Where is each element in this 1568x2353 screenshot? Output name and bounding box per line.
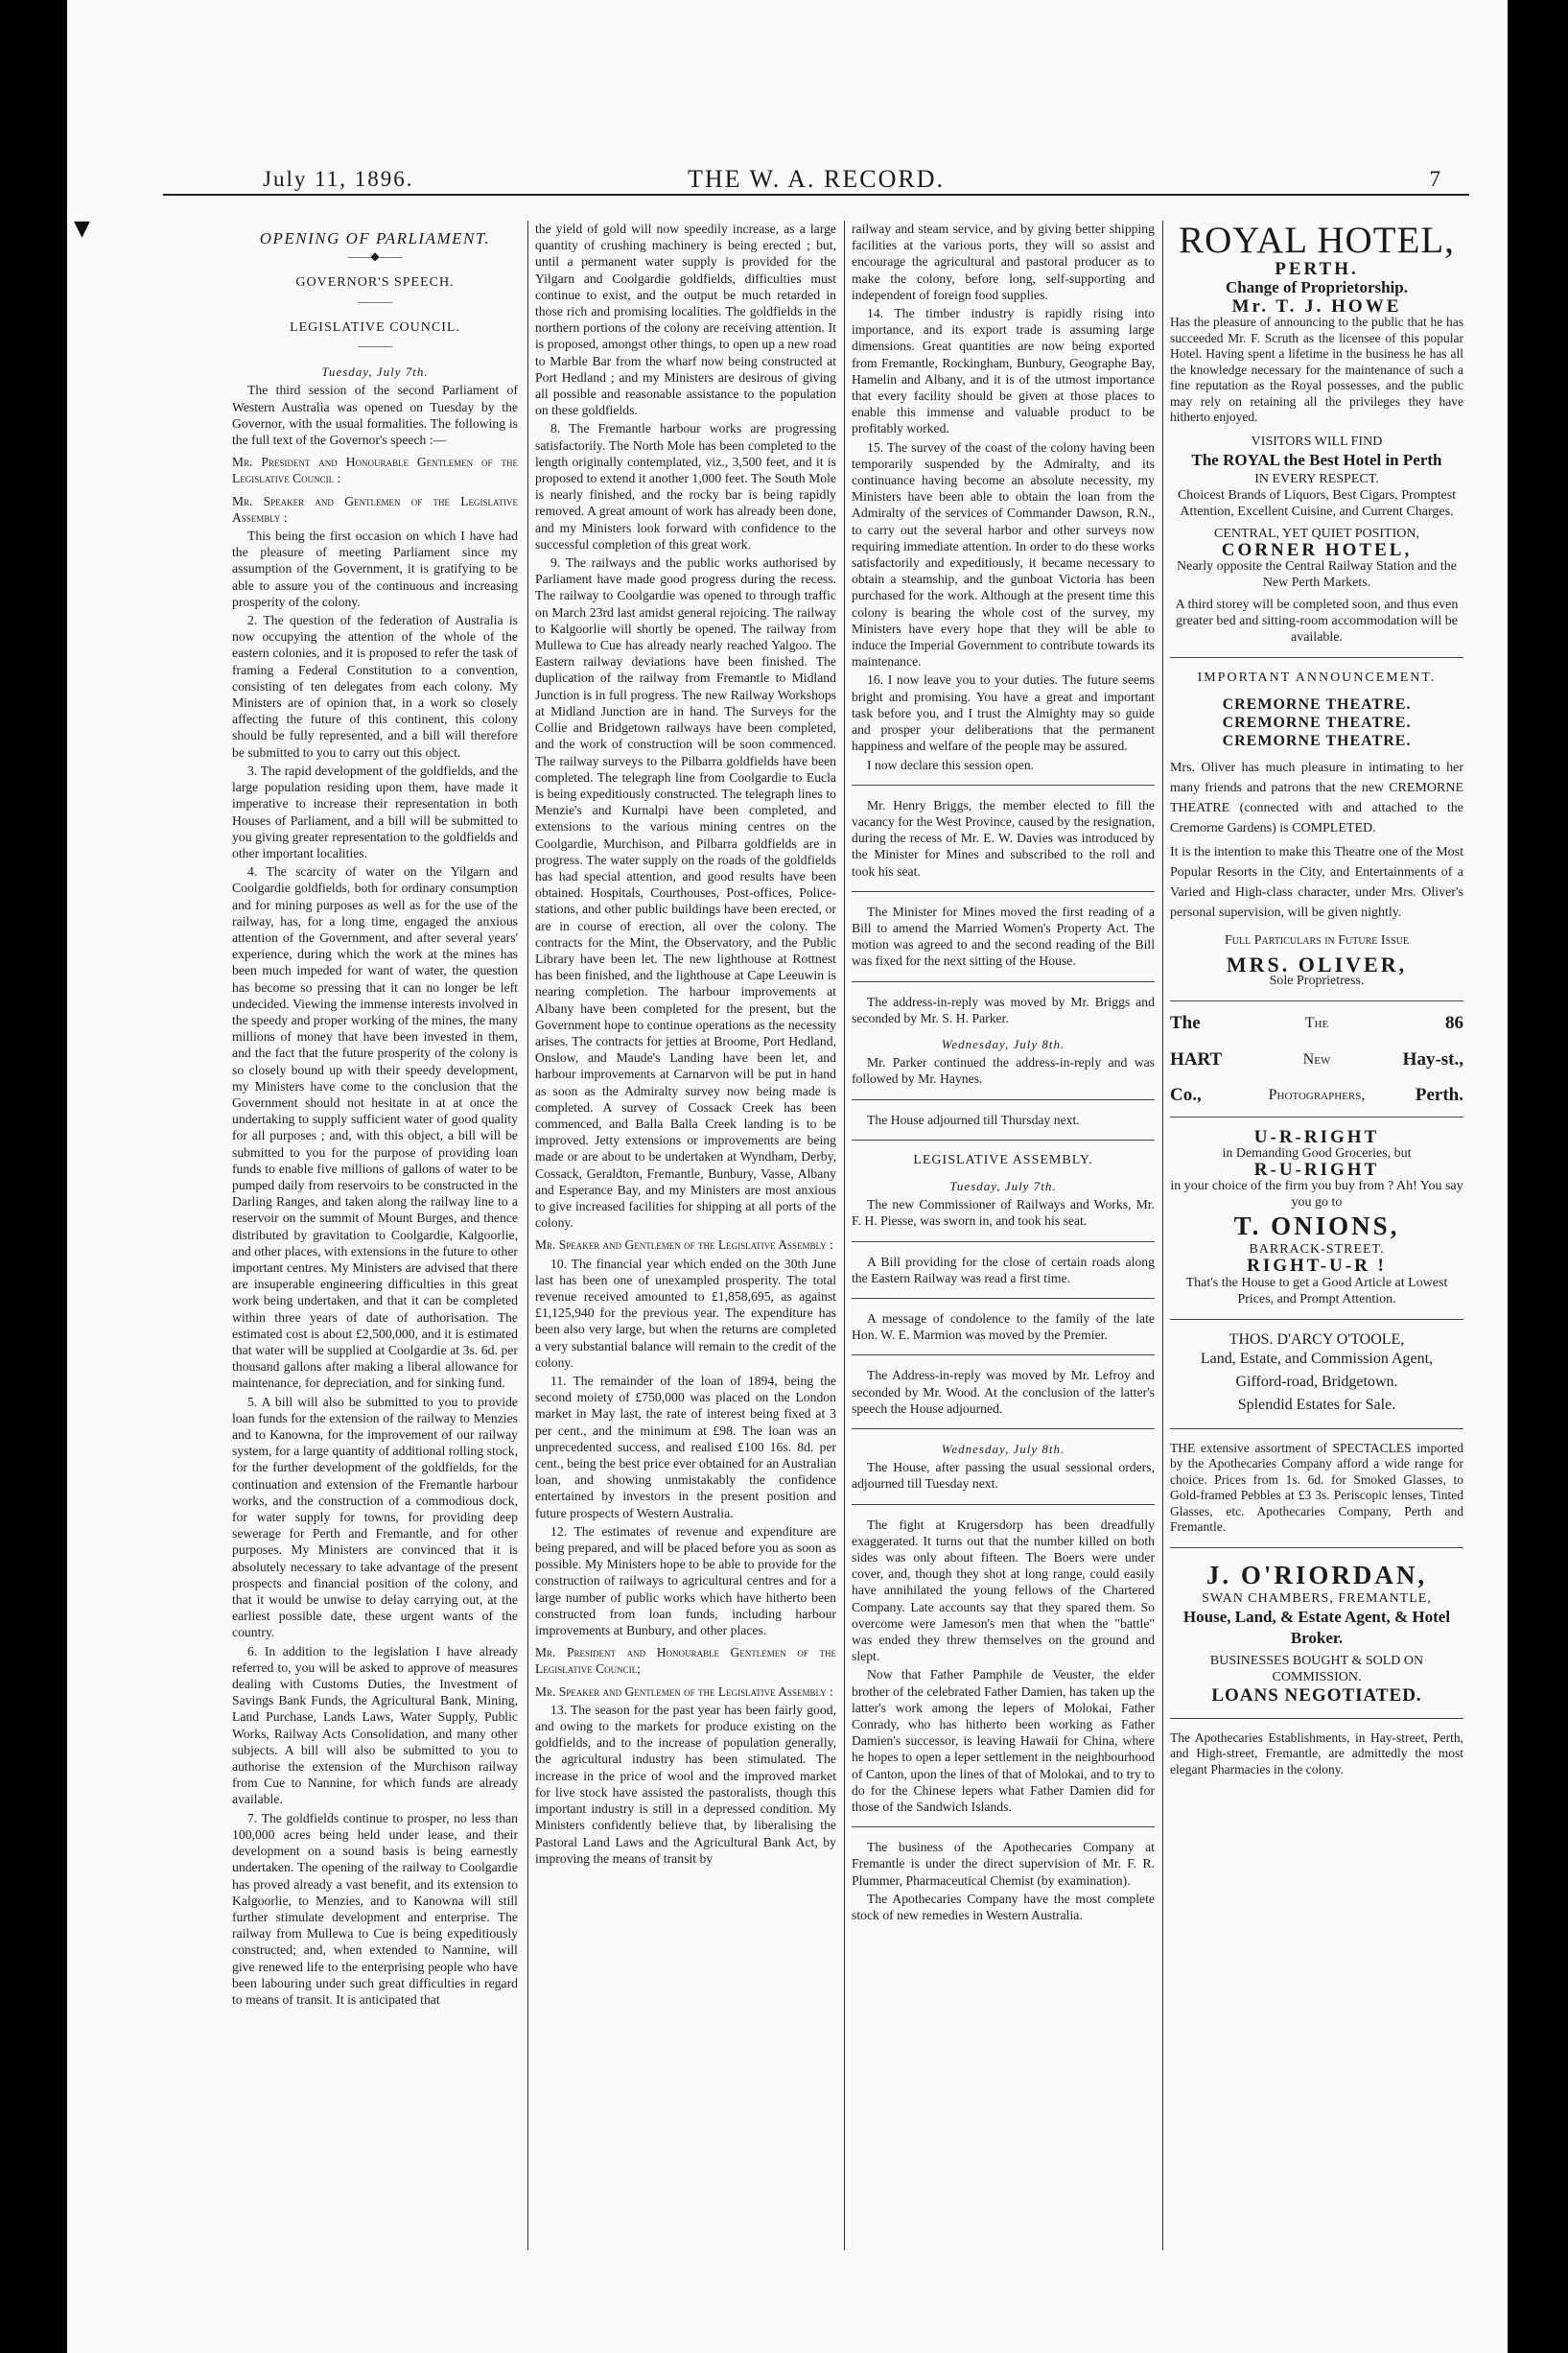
section-heading: LEGISLATIVE COUNCIL. bbox=[290, 319, 460, 335]
royal-hotel-city: PERTH. bbox=[1275, 259, 1359, 279]
divider bbox=[852, 785, 1155, 786]
apothecaries-estabs: The Apothecaries Establishments, in Hay-street, Perth, and High-street, Fremantle, are admittedly the most elegant Pharmacies in the colony. bbox=[1170, 1729, 1463, 1777]
margin-mark: ▼ bbox=[74, 217, 90, 241]
paragraph: The House, after passing the usual sessional orders, adjourned till Tuesday next. bbox=[852, 1460, 1155, 1492]
divider bbox=[852, 1354, 1155, 1355]
hart-cell: The bbox=[1304, 1015, 1329, 1032]
paragraph: The Apothecaries Company have the most complete stock of new remedies in Western Australia. bbox=[852, 1891, 1155, 1923]
divider bbox=[852, 1504, 1155, 1505]
divider bbox=[852, 891, 1155, 892]
ornament: ——— bbox=[358, 339, 392, 353]
corner-storey: A third storey will be completed soon, and thus even greater bed and sitting-room accommodation will be available. bbox=[1175, 598, 1459, 646]
sitting-date: Tuesday, July 7th. bbox=[321, 365, 429, 380]
paragraph: 16. I now leave you to your duties. The future seems bright and promising. You have a great and important task before you, and I trust the Almighty may so guide and prosper your deliberations that the permanent happiness and welfare of the people may be assured. bbox=[852, 672, 1155, 754]
hart-cell: Photographers, bbox=[1268, 1086, 1366, 1103]
otoole-splendid: Splendid Estates for Sale. bbox=[1237, 1396, 1396, 1413]
paragraph: 14. The timber industry is rapidly rising into importance, and its export trade is assuming large dimensions. Great quantities are now being exported from Fremantle, Rockingham, Bunbury, Geographe Bay, Hamelin and Albany, and it is of the utmost importance that every facility should be given at those places to enable this immense and valuable product to be profitably worked. bbox=[852, 306, 1155, 436]
royal-every: IN EVERY RESPECT. bbox=[1254, 471, 1379, 486]
royal-hotel-change: Change of Proprietorship. bbox=[1226, 278, 1408, 297]
address-line: Mr. President and Honourable Gentlemen of the Legislative Council : bbox=[232, 455, 518, 486]
paragraph: 2. The question of the federation of Australia is now occupying the attention of the whole of the eastern colonies, and it is proposed to refer the task of framing a Federal Constitution to a convention, consisting of ten delegates from each colony. My Ministers are of opinion that, in a work so closely affecting the future of this continent, this colony should be fully represented, and a bill will therefore be submitted to you to carry out this object. bbox=[232, 613, 518, 760]
divider bbox=[1170, 1319, 1463, 1320]
paragraph: 9. The railways and the public works authorised by Parliament have made good progress during the recess. The railway to Coolgardie was opened to through traffic on March 23rd last amidst general rejoicing. The railway to Kalgoorlie will shortly be opened. The railway from Mullewa to Cue has already nearly reached Yalgoo. The Eastern railway deviations have been finished. The duplication of the railway from Fremantle to Midland Junction is in full progress. The new Railway Workshops at Midland Junction are in hand. The Surveys for the Collie and Bridgetown railways have been completed, and the work of construction will be soon commenced. The railway surveys to the Pilbarra goldfields have been completed. The telegraph line from Coolgardie to Eucla is being expeditiously constructed. The telegraph lines to Menzie's and Kurnalpi have been completed, and extensions to the various mining centres on the Coolgardie, Murchison, and Pilbarra goldfields are in progress. The water supply on the roads of the goldfields has had special attention, and good results have been obtained. Hospitals, Courthouses, Post-offices, Police-stations, and other public buildings have been erected, or are in course of erection, all over the colony. The contracts for the Mint, the Observatory, and the Public Library have been let. The new lighthouse at Rottnest has been finished, and the lighthouse at Cape Leeuwin is nearing completion. The harbour improvements at Albany have been completed for the present, but the Government hope to continue operations as the necessity arises. The contracts for jetties at Broome, Port Hedland, Onslow, and Maude's Landing have been let, and harbour improvements at Carnarvon will be put in hand as soon as the Admiralty survey now being made is completed. A survey of Cossack Creek has been commenced, and Balla Balla Creek landing is to be improved. Jetty extensions or improvements are being made or are about to be undertaken at Wyndham, Derby, Cossack, Geraldton, Fremantle, Bunbury, Vasse, Albany and Esperance Bay, and my Ministers are most anxious to give increased facilities for shipping at all ports of the colony. bbox=[535, 555, 836, 1231]
divider bbox=[1170, 1117, 1463, 1118]
column-3 bbox=[852, 221, 1155, 2250]
paragraph: The Minister for Mines moved the first reading of a Bill to amend the Married Women's Property Act. The motion was agreed to and the second reading of the Bill was fixed for the next sitting of the House. bbox=[852, 904, 1155, 969]
column-1 bbox=[232, 221, 518, 2250]
paragraph: 5. A bill will also be submitted to you to provide loan funds for the extension of the railway to Menzies and to Kanowna, for the improvement of our railway system, for a large quantity of additional rolling stock, for the further development of the goldfields, for the continuation and extension of the Fremantle harbour works, and the construction of a commodious dock, for water supply for towns, for providing deep sewerage for Perth and Fremantle, and for other purposes. My Ministers are convinced that it is absolutely necessary to take advantage of the present prospects and financial position of the colony, and that it would be unwise to delay carrying out, at the earliest possible date, these urgent wants of the country. bbox=[232, 1394, 518, 1640]
newspaper-page bbox=[163, 161, 1469, 2252]
paragraph: 10. The financial year which ended on the 30th June last has been one of unexampled prosperity. The total revenue received amounted to £1,858,695, as against £1,125,940 for the previous year. The expenditure has been also very large, but when the returns are completed a very substantial balance will remain to the credit of the colony. bbox=[535, 1256, 836, 1370]
paragraph: railway and steam service, and by giving better shipping facilities at the various ports, they will so assist and encourage the agricultural and pastoral producer as to make the colony, before long, self-supporting and independent of foreign food supplies. bbox=[852, 222, 1155, 302]
ornament: ——◆—— bbox=[347, 249, 403, 264]
paragraph: A message of condolence to the family of the late Hon. W. E. Marmion was moved by the Premier. bbox=[852, 1310, 1155, 1343]
paragraph: The address-in-reply was moved by Mr. Briggs and seconded by Mr. S. H. Parker. bbox=[852, 994, 1155, 1025]
address-line: Mr. Speaker and Gentlemen of the Legislative Assembly : bbox=[535, 1683, 833, 1699]
corner-opposite: Nearly opposite the Central Railway Station and the New Perth Markets. bbox=[1177, 559, 1457, 591]
paragraph: 13. The season for the past year has been fairly good, and owing to the markets for produce existing on the goldfields, and to the increase of population generally, the agricultural industry has been stimulated. The increase in the price of wool and the improved market for live stock have assisted the pastoralists, though this important industry is still in a depressed condition. My Ministers confidently believe that, by liberalising the Pastoral Land Laws and the Agricultural Bank Act, by improving the means of transit by bbox=[535, 1702, 836, 1866]
paragraph: This being the first occasion on which I have had the pleasure of meeting Parliament since my assumption of the Government, it is gratifying to be able to assure you of the continuous and increasing prosperity of the colony. bbox=[232, 529, 518, 609]
divider bbox=[852, 981, 1155, 982]
thats-house: That's the House to get a Good Article at Lowest Prices, and Prompt Attention. bbox=[1185, 1275, 1448, 1306]
column-rule bbox=[527, 221, 528, 2250]
address-line: Mr. Speaker and Gentlemen of the Legislative Assembly : bbox=[535, 1237, 833, 1253]
page-number: 7 bbox=[1429, 167, 1440, 191]
paragraph: 6. In addition to the legislation I have already referred to, you will be asked to approve of measures dealing with Customs Duties, the Investment of Savings Bank Funds, the Agricultural Bank, Mining, Land Purchase, Lands Laws, Water Supply, Public Works, Railway Acts Consolidation, and many other subjects. A bill will also be submitted to you to authorise the extension of the Murchison railway from Cue to Nannine, for which funds are already available. bbox=[232, 1643, 518, 1807]
divider bbox=[1170, 1000, 1463, 1001]
paragraph: A Bill providing for the close of certain roads along the Eastern Railway was read a first time. bbox=[852, 1254, 1155, 1285]
masthead bbox=[163, 161, 1469, 196]
demanding: in Demanding Good Groceries, but bbox=[1222, 1146, 1412, 1162]
divider bbox=[852, 1428, 1155, 1429]
businesses: BUSINESSES BOUGHT & SOLD ON COMMISSION. bbox=[1209, 1653, 1424, 1684]
oliver-text: Mrs. Oliver has much pleasure in intimating to her many friends and patrons that the new CREMORNE THEATRE (connected with and attached to the Cremorne Gardens) is COMPLETED. bbox=[1170, 761, 1463, 836]
right-u-r: RIGHT-U-R ! bbox=[1247, 1256, 1387, 1277]
otoole-gifford: Gifford-road, Bridgetown. bbox=[1235, 1373, 1398, 1390]
column-2 bbox=[535, 221, 836, 2250]
article-heading: OPENING OF PARLIAMENT. bbox=[259, 229, 491, 247]
paragraph: the yield of gold will now speedily increase, as a large quantity of crushing machinery is being erected ; but, until a permanent water supply is provided for the Yilgarn and Coolgardie goldfields, difficulties must continue to exist, and the output be much retarded in those rich and promising localities. The goldfields in the northern portions of the colony are receiving attention. It is proposed, amongst other things, to open up a new road to Marble Bar from the wharf now being constructed at Port Hedland ; and my Ministers are desirous of giving all possible and reasonable assistance to the population on these goldfields. bbox=[535, 222, 836, 418]
paragraph: The business of the Apothecaries Company at Fremantle is under the direct supervision of Mr. F. R. Plummer, Pharmaceutical Chemist (by examination). bbox=[852, 1840, 1155, 1888]
paper-title: THE W. A. RECORD. bbox=[687, 165, 946, 193]
sitting-date: Wednesday, July 8th. bbox=[941, 1036, 1065, 1051]
divider bbox=[852, 1099, 1155, 1100]
section-heading: LEGISLATIVE ASSEMBLY. bbox=[913, 1152, 1093, 1167]
swan-chambers: SWAN CHAMBERS, FREMANTLE, bbox=[1202, 1590, 1432, 1606]
choice: in your choice of the firm you buy from ? Ah! You say you go to bbox=[1170, 1179, 1463, 1211]
hart-cell: HART bbox=[1170, 1048, 1223, 1070]
paragraph: 15. The survey of the coast of the colony having been temporarily suspended by the Admiralty, and its continuance having become an absolute necessity, my Ministers have been able to obtain the loan from the Admiralty of the services of Commander Dawson, R.N., to carry out the several harbor and other surveys now requiring immediate attention. In order to do these works satisfactorily and expeditiously, it became necessary to obtain a steamship, and the gunboat Victoria has been purchased for the work. Although at the present time this colony is bearing the whole cost of the survey, my Ministers have every hope that they will be able to induce the Imperial Government to contribute towards its maintenance. bbox=[852, 439, 1155, 670]
full-particulars: Full Particulars in Future Issue bbox=[1225, 933, 1409, 949]
divider bbox=[1170, 657, 1463, 658]
divider bbox=[852, 1241, 1155, 1242]
column-rule bbox=[844, 221, 845, 2250]
barrack-street: BARRACK-STREET. bbox=[1249, 1242, 1385, 1258]
oriordan-house: House, Land, & Estate Agent, & Hotel Broker. bbox=[1182, 1607, 1451, 1647]
oliver-title: Sole Proprietress. bbox=[1269, 974, 1365, 989]
important-announcement: IMPORTANT ANNOUNCEMENT. bbox=[1197, 671, 1437, 686]
oriordan-name: J. O'RIORDAN, bbox=[1205, 1560, 1428, 1589]
otoole-land: Land, Estate, and Commission Agent, bbox=[1200, 1350, 1434, 1367]
divider bbox=[1170, 1718, 1463, 1719]
paragraph: 12. The estimates of revenue and expenditure are being prepared, and will be placed before you as soon as possible. My Ministers hope to be able to provide for the construction of railways to agricultural centres and for a large number of public works which have hitherto been constructed from loan funds, including harbour improvements at Bunbury, and other places. bbox=[535, 1523, 836, 1638]
hart-cell: 86 bbox=[1445, 1013, 1463, 1034]
paragraph: The Address-in-reply was moved by Mr. Lefroy and seconded by Mr. Wood. At the conclusion of the latter's speech the House adjourned. bbox=[852, 1368, 1155, 1416]
paragraph: 11. The remainder of the loan of 1894, being the second moiety of £750,000 was placed on the London market in May last, the rate of interest being fixed at 3 per cent., and the minimum at £98. The loan was an unprecedented success, and realised £100 16s. 8d. per cent., being the best price ever obtained for an Australian loan, and showing unmistakably the confidence entertained by investors in the present position and future prospects of Western Australia. bbox=[535, 1374, 836, 1520]
paragraph: 8. The Fremantle harbour works are progressing satisfactorily. The North Mole has been completed to the length originally contemplated, viz., 3,500 feet, and it is proposed to extend it another 1,000 feet. The South Mole is nearly finished, and the rocky bar is being rapidly removed. A great amount of work has already been done, and my Ministers look forward with confidence to the successful completion of this great work. bbox=[535, 421, 836, 552]
hart-cell: The bbox=[1170, 1013, 1201, 1034]
onions-name: T. ONIONS, bbox=[1233, 1212, 1400, 1241]
hart-cell: Hay-st., bbox=[1402, 1048, 1463, 1070]
paragraph: I now declare this session open. bbox=[867, 757, 1035, 772]
sitting-date: Tuesday, July 7th. bbox=[949, 1178, 1057, 1193]
divider bbox=[1170, 1428, 1463, 1429]
divider bbox=[852, 1140, 1155, 1141]
paragraph: The House adjourned till Thursday next. bbox=[867, 1112, 1080, 1127]
paragraph: Mr. Parker continued the address-in-reply and was followed by Mr. Haynes. bbox=[852, 1055, 1155, 1087]
issue-date: July 11, 1896. bbox=[263, 167, 414, 191]
paragraph: 7. The goldfields continue to prosper, no less than 100,000 acres being held under lease, and their development on a sound basis is being earnestly undertaken. The opening of the railway to Coolgardie has proved already a vast benefit, and its extension to Kalgoorlie, to Menzies, and to Kanowna will still further stimulate development and enterprise. The railway from Mullewa to Cue is being expeditiously constructed; and, when extended to Nannine, will give renewed life to the enterprising people who have been labouring under such great difficulties in regard to means of transit. It is anticipated that bbox=[232, 1810, 518, 2007]
hart-cell: Perth. bbox=[1415, 1084, 1463, 1105]
uright-1: U-R-RIGHT bbox=[1253, 1126, 1380, 1147]
hart-cell: New bbox=[1302, 1050, 1331, 1068]
sitting-date: Wednesday, July 8th. bbox=[941, 1441, 1065, 1456]
advertisements-column bbox=[1170, 221, 1463, 2250]
royal-hotel-text: Has the pleasure of announcing to the public that he has succeeded Mr. F. Scruth as the licensee of this popular Hotel. Having spent a lifetime in the business he has all the knowledge necessary for the maintenance of such a fine reputation as the Royal possesses, and the public may rely on retaining all the privileges they have hitherto enjoyed. bbox=[1170, 315, 1463, 425]
paragraph: Now that Father Pamphile de Veuster, the elder brother of the celebrated Father Damien, has taken up the latter's work among the lepers of Molokai, Father Conrady, who has hitherto been working as Father Damien's successor, is leaving Hawaii for China, where he hopes to open a leper settlement in the neighbourhood of Canton, upon the lines of that of Molokai, and to try to do for the Chinese lepers what Father Damien did for those of the Sandwich Islands. bbox=[852, 1667, 1155, 1815]
oliver-intention: It is the intention to make this Theatre one of the Most Popular Resorts in the City, and Entertainments of a Varied and High-class character, under Mrs. Oliver's personal supervision, will be given nightly. bbox=[1170, 845, 1463, 921]
loans-negotiated: LOANS NEGOTIATED. bbox=[1211, 1684, 1422, 1706]
royal-best: The ROYAL the Best Hotel in Perth bbox=[1191, 450, 1442, 469]
royal-hotel-owner: Mr. T. J. HOWE bbox=[1231, 296, 1402, 318]
royal-choicest: Choicest Brands of Liquors, Best Cigars, Promptest Attention, Excellent Cuisine, and Current Charges. bbox=[1177, 487, 1457, 519]
cremorne-theatre: CREMORNE THEATRE. bbox=[1222, 715, 1412, 732]
divider bbox=[852, 1826, 1155, 1827]
address-line: Mr. President and Honourable Gentlemen of the Legislative Council; bbox=[535, 1645, 836, 1677]
address-line: Mr. Speaker and Gentlemen of the Legislative Assembly : bbox=[232, 493, 518, 525]
corner-hotel: CORNER HOTEL, bbox=[1221, 539, 1413, 560]
royal-hotel-title: ROYAL HOTEL, bbox=[1179, 221, 1455, 261]
paragraph: The third session of the second Parliament of Western Australia was opened on Tuesday by the Governor, with the usual formalities. The following is the full text of the Governor's speech :— bbox=[232, 383, 518, 448]
uright-2: R-U-RIGHT bbox=[1253, 1160, 1380, 1181]
paragraph: Mr. Henry Briggs, the member elected to fill the vacancy for the West Province, caused by the resignation, during the recess of Mr. E. W. Davies was introduced by the Minister for Mines and subscribed to the roll and took his seat. bbox=[852, 797, 1155, 879]
paragraph: The fight at Krugersdorp has been dreadfully exaggerated. It turns out that the number killed on both sides was only about fifteen. The Boers were under cover, and, though they shot at long range, could easily have annihilated the young fellows of the Chartered Company. Late accounts say that they spared them. So overcome were Jameson's men that when the "battle" was ended they threw themselves on the ground and slept. bbox=[852, 1517, 1155, 1664]
paragraph: 4. The scarcity of water on the Yilgarn and Coolgardie goldfields, both for ordinary consumption and for mining purposes as well as for the use of the railway, has, for a long time, engaged the anxious attention of the Government, and after several years' experience, during which the work at the mines has been much impeded for want of water, the question has become so pressing that it can no longer be left undecided. Viewing the immense interests involved in the speedy and proper working of the mines, the many millions of money that have been invested in them, and the fact that the future prosperity of the colony is so closely bound up with their speedy development, my Ministers have come to the conclusion that the Government should not hesitate in at at once the undertaking to supply sufficient water of good quality for all purposes ; and, with this object, a bill will be submitted to you for the purpose of providing loan funds to enable five millions of gallons of water to be pumped daily from reservoirs to be constructed in the Darling Ranges, and taken along the railway line to a reservoir on the summit of Mount Burges, and thence distributed by gravitation to Coolgardie, Kalgoorlie, and other places, with extensions in the future to other important centres. My Ministers are advised that there are insuperable engineering difficulties in this great work being undertaken, and that it can be completed within three years of date of authorisation. The estimated cost is about £2,500,000, and it is estimated that water will be supplied at Coolgardie at 3s. 6d. per thousand gallons after making a liberal allowance for maintenance, for depreciation, and for sinking fund. bbox=[232, 864, 518, 1391]
section-heading: GOVERNOR'S SPEECH. bbox=[295, 275, 455, 291]
ornament: ——— bbox=[358, 294, 392, 308]
otoole-name: THOS. D'ARCY O'TOOLE, bbox=[1229, 1330, 1405, 1348]
hart-cell: Co., bbox=[1170, 1084, 1202, 1105]
royal-central: CENTRAL, YET QUIET POSITION, bbox=[1213, 526, 1419, 541]
cremorne-theatre: CREMORNE THEATRE. bbox=[1222, 733, 1412, 750]
royal-visitors: VISITORS WILL FIND bbox=[1251, 434, 1383, 449]
paragraph: The new Commissioner of Railways and Works, Mr. F. H. Piesse, was sworn in, and took his seat. bbox=[852, 1197, 1155, 1229]
cremorne-theatre: CREMORNE THEATRE. bbox=[1222, 696, 1412, 714]
paragraph: 3. The rapid development of the goldfields, and the large population residing upon them, have made it imperative to increase their representation in both Houses of Parliament, and a bill will be submitted to you giving greater representation to the goldfields and other important localities. bbox=[232, 763, 518, 860]
hart-ad bbox=[1170, 1015, 1463, 1103]
oliver-name: MRS. OLIVER, bbox=[1226, 953, 1408, 977]
divider bbox=[1170, 1547, 1463, 1548]
newspaper-sheet bbox=[67, 0, 1508, 2353]
divider bbox=[852, 1298, 1155, 1299]
spectacles-ad: THE extensive assortment of SPECTACLES imported by the Apothecaries Company afford a wide range for choice. Prices from 1s. 6d. for Smoked Glasses, to Gold-framed Pebbles at £3 3s. Periscopic lenses, Tinted Glasses, etc. Apothecaries Company, Perth and Fremantle. bbox=[1170, 1440, 1463, 1535]
column-rule bbox=[1162, 221, 1163, 2250]
